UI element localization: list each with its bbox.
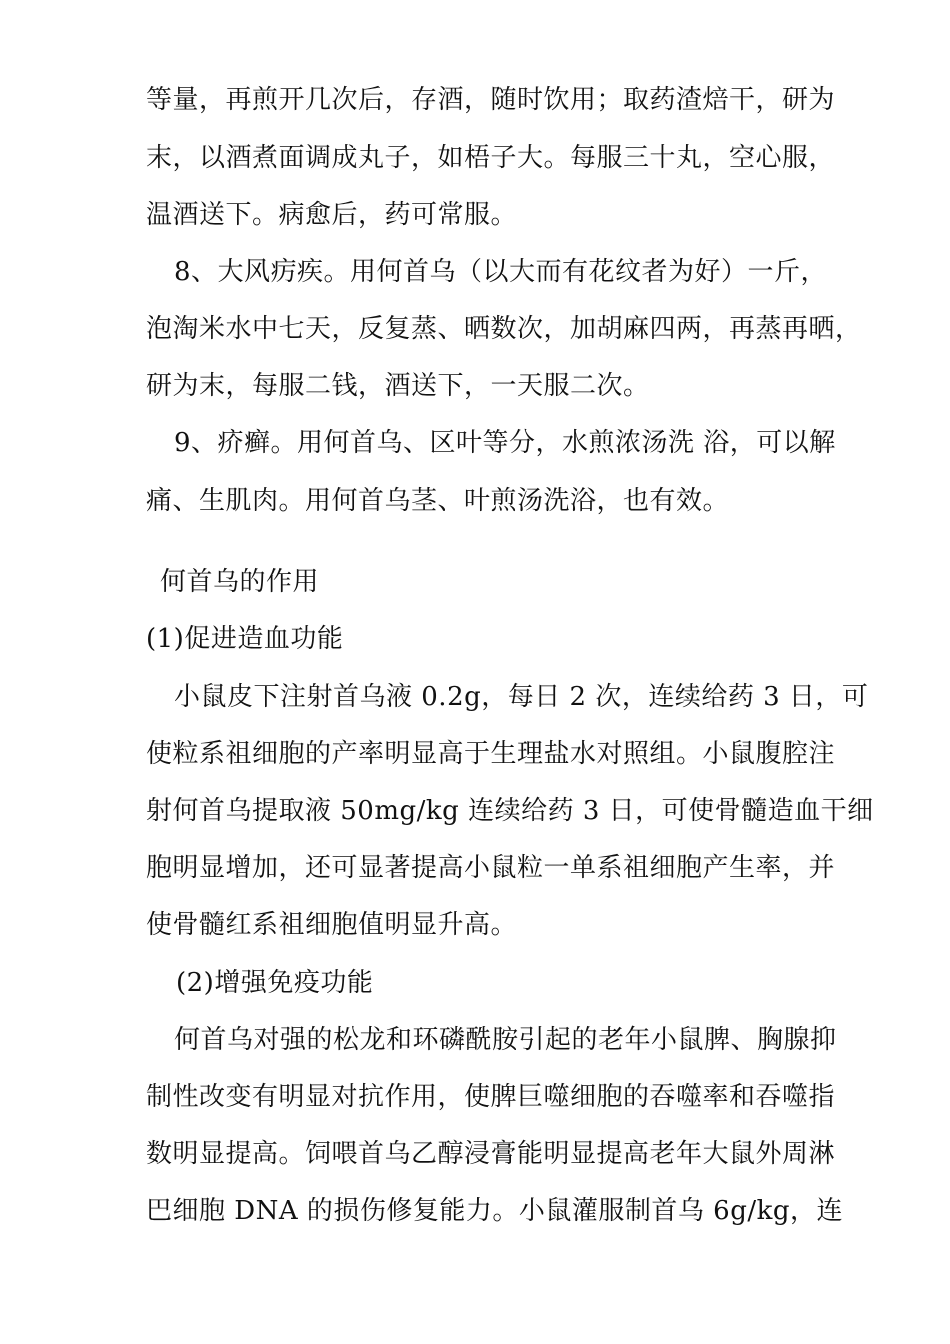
section-heading: 何首乌的作用 bbox=[160, 567, 320, 597]
text-line: 研为末，每服二钱，酒送下，一天服二次。 bbox=[146, 371, 650, 401]
text-line: 8、大风疠疾。用何首乌（以大而有花纹者为好）一斤， bbox=[174, 257, 828, 287]
text-line: 何首乌对强的松龙和环磷酰胺引起的老年小鼠脾、胸腺抑 bbox=[174, 1025, 837, 1055]
subsection-heading: (2)增强免疫功能 bbox=[176, 968, 374, 998]
text-line: 数明显提高。饲喂首乌乙醇浸膏能明显提高老年大鼠外周淋 bbox=[146, 1139, 836, 1169]
text-line: 使粒系祖细胞的产率明显高于生理盐水对照组。小鼠腹腔注 bbox=[146, 739, 836, 769]
subsection-heading: (1)促进造血功能 bbox=[146, 624, 344, 654]
text-line: 小鼠皮下注射首乌液 0.2g，每日 2 次，连续给药 3 日，可 bbox=[174, 682, 869, 712]
text-line: 痛、生肌肉。用何首乌茎、叶煎汤洗浴，也有效。 bbox=[146, 486, 730, 516]
text-line: 胞明显增加，还可显著提高小鼠粒一单系祖细胞产生率，并 bbox=[146, 853, 836, 883]
text-line: 射何首乌提取液 50mg/kg 连续给药 3 日，可使骨髓造血干细 bbox=[146, 796, 874, 826]
text-line: 等量，再煎开几次后，存酒，随时饮用；取药渣焙干，研为 bbox=[146, 85, 836, 115]
text-line: 巴细胞 DNA 的损伤修复能力。小鼠灌服制首乌 6g/kg，连 bbox=[146, 1196, 844, 1226]
text-line: 泡淘米水中七天，反复蒸、晒数次，加胡麻四两，再蒸再晒， bbox=[146, 314, 862, 344]
text-line: 制性改变有明显对抗作用，使脾巨噬细胞的吞噬率和吞噬指 bbox=[146, 1082, 836, 1112]
text-line: 9、疥癣。用何首乌、区叶等分，水煎浓汤洗 浴，可以解 bbox=[174, 428, 836, 458]
text-line: 温酒送下。病愈后，药可常服。 bbox=[146, 200, 518, 230]
text-line: 使骨髓红系祖细胞值明显升高。 bbox=[146, 910, 518, 940]
text-line: 末，以酒煮面调成丸子，如梧子大。每服三十丸，空心服， bbox=[146, 143, 836, 173]
